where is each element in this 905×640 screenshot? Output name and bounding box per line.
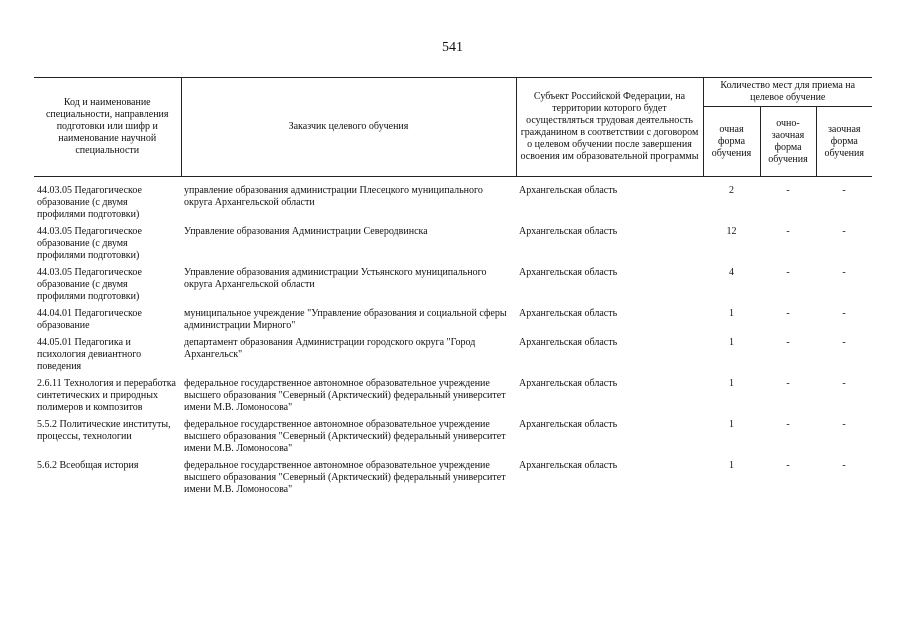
- cell-code: 44.03.05 Педагогическое образование (с двумя профилями подготовки): [37, 267, 142, 302]
- quota-table: [34, 77, 872, 501]
- cell-distance: -: [842, 185, 846, 196]
- cell-distance: -: [842, 308, 846, 319]
- table-row: [34, 308, 872, 337]
- cell-code: 5.6.2 Всеобщая история: [37, 460, 139, 471]
- cell-subject: Архангельская область: [519, 308, 618, 319]
- cell-subject: Архангельская область: [519, 226, 618, 237]
- header-part-time: очно-заочная форма обучения: [760, 107, 816, 177]
- cell-code: 44.05.01 Педагогика и психология девиантного поведения: [37, 337, 142, 372]
- table-row: [34, 185, 872, 226]
- cell-full-time: 1: [729, 460, 734, 471]
- cell-distance: -: [842, 460, 846, 471]
- header-places: Количество мест для приема на целевое обучение: [703, 78, 872, 107]
- cell-subject: Архангельская область: [519, 337, 618, 348]
- cell-customer: федеральное государственное автономное образовательное учреждение высшего образования "Северный (Арктический) федеральный университет имени М.В. Ломоносова": [184, 460, 506, 495]
- table-row: [34, 337, 872, 378]
- cell-part-time: -: [786, 226, 790, 237]
- cell-distance: -: [842, 419, 846, 430]
- cell-part-time: -: [786, 378, 790, 389]
- cell-code: 2.6.11 Технология и переработка синтетических и природных полимеров и композитов: [37, 378, 176, 413]
- cell-full-time: 12: [726, 226, 737, 237]
- table-header: [34, 78, 872, 177]
- cell-code: 44.03.05 Педагогическое образование (с двумя профилями подготовки): [37, 226, 142, 261]
- header-full-time: очная форма обучения: [703, 107, 760, 177]
- cell-customer: федеральное государственное автономное образовательное учреждение высшего образования "Северный (Арктический) федеральный университет имени М.В. Ломоносова": [184, 378, 506, 413]
- cell-subject: Архангельская область: [519, 419, 618, 430]
- cell-distance: -: [842, 378, 846, 389]
- cell-full-time: 2: [729, 185, 734, 196]
- cell-customer: Управление образования администрации Устьянского муниципального округа Архангельской области: [184, 267, 487, 290]
- page-number: 541: [442, 40, 463, 55]
- cell-code: 44.04.01 Педагогическое образование: [37, 308, 142, 331]
- header-subject: Субъект Российской Федерации, на территории которого будет осуществляться трудовая деятельность гражданином в соответствии с договором о целевом обучении после завершения освоения им образовательной программы: [516, 78, 703, 177]
- cell-distance: -: [842, 226, 846, 237]
- table-body: [34, 177, 872, 502]
- cell-part-time: -: [786, 308, 790, 319]
- table-row: [34, 419, 872, 460]
- table-row: [34, 226, 872, 267]
- cell-subject: Архангельская область: [519, 267, 618, 278]
- cell-part-time: -: [786, 419, 790, 430]
- cell-part-time: -: [786, 185, 790, 196]
- cell-full-time: 4: [729, 267, 734, 278]
- cell-full-time: 1: [729, 419, 734, 430]
- cell-subject: Архангельская область: [519, 460, 618, 471]
- cell-subject: Архангельская область: [519, 378, 618, 389]
- cell-part-time: -: [786, 337, 790, 348]
- cell-customer: муниципальное учреждение "Управление образования и социальной сферы администрации Мирного": [184, 308, 507, 331]
- table-row: [34, 378, 872, 419]
- cell-distance: -: [842, 337, 846, 348]
- cell-customer: Управление образования Администрации Северодвинска: [184, 226, 428, 237]
- cell-part-time: -: [786, 267, 790, 278]
- cell-full-time: 1: [729, 308, 734, 319]
- cell-customer: управление образования администрации Плесецкого муниципального округа Архангельской области: [184, 185, 483, 208]
- cell-code: 5.5.2 Политические институты, процессы, технологии: [37, 419, 171, 442]
- cell-distance: -: [842, 267, 846, 278]
- cell-subject: Архангельская область: [519, 185, 618, 196]
- cell-full-time: 1: [729, 337, 734, 348]
- cell-customer: федеральное государственное автономное образовательное учреждение высшего образования "Северный (Арктический) федеральный университет имени М.В. Ломоносова": [184, 419, 506, 454]
- cell-part-time: -: [786, 460, 790, 471]
- table-row: [34, 267, 872, 308]
- header-code: Код и наименование специальности, направления подготовки или шифр и наименование научной специальности: [34, 78, 181, 177]
- header-distance: заочная форма обучения: [816, 107, 872, 177]
- cell-full-time: 1: [729, 378, 734, 389]
- table-row: [34, 460, 872, 501]
- cell-code: 44.03.05 Педагогическое образование (с двумя профилями подготовки): [37, 185, 142, 220]
- header-customer: Заказчик целевого обучения: [181, 78, 516, 177]
- cell-customer: департамент образования Администрации городского округа "Город Архангельск": [184, 337, 476, 360]
